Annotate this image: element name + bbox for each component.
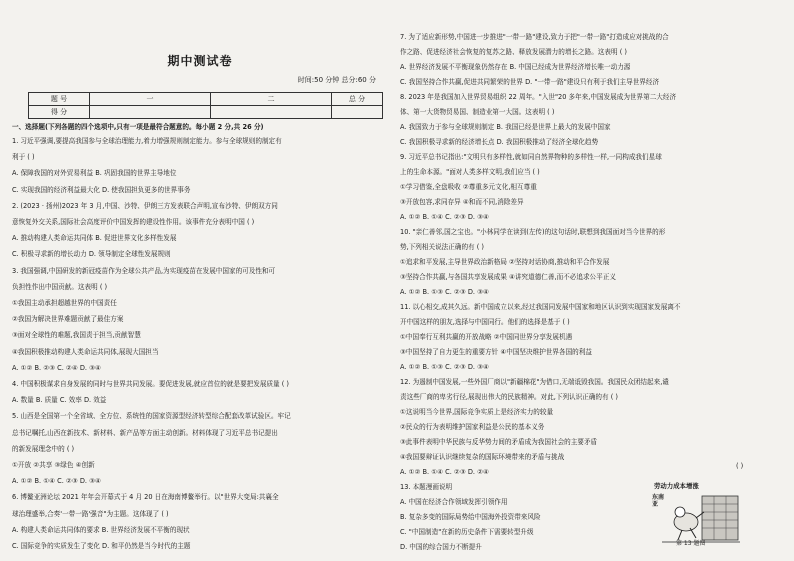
question-line: A. 构建人类命运共同体的要求 B. 世界经济发展不平衡的现状 (12, 525, 190, 534)
time-info: 时间:50 分钟 总分:60 分 (297, 76, 376, 84)
question-line: 作之路、促进经济社会恢复的复苏之路、释放发展潜力的增长之路。这表明 ( ) (400, 48, 627, 56)
question-line: 3. 我国强调,中国研发的新冠疫苗作为全球公共产品,为实现疫苗在发展中国家的可及性和可 (12, 266, 276, 275)
score-cell: 二 (211, 93, 332, 106)
question-line: ②我国为解决世界难题贡献了最佳方案 (12, 315, 124, 324)
question-line: A. ①② B. ①③ C. ②③ D. ③④ (400, 288, 489, 296)
question-line: 8. 2023 年是我国加入世界贸易组织 22 周年。"入世"20 多年来,中国发展成为世界第二大经济 (400, 93, 677, 101)
question-line: 总书记嘱托,山西在新技术、新材料、新产品等方面主动创新。材料体现了习近平总书记提出 (12, 428, 278, 437)
question-line: A. 保障我国的对外贸易利益 B. 巩固我国的世界主导地位 (12, 169, 177, 178)
question-line: 11. 以心相交,成其久远。新中国成立以来,经过我国同发展中国家和地区认识到实现国家发展离不 (400, 303, 681, 311)
question-line: 12. 为遏制中国发展,一些外国厂商以"新疆棉花"为借口,无端诋毁我国。我国民众团结起来,谴 (400, 378, 669, 386)
page-title: 期中测试卷 (167, 54, 233, 68)
score-value-row (29, 106, 383, 119)
question-line: A. ①② B. ①④ C. ②③ D. ③④ (12, 477, 101, 486)
question-line: C. 我国积极寻求新的经济增长点 D. 我国积极推动了经济全球化趋势 (400, 138, 599, 146)
question-line: 责这些厂商的卑劣行径,展现出伟大的民族精神。对此,下列认识正确的有 ( ) (400, 393, 618, 401)
question-line: ①学习借鉴,全盘吸收 ②尊重多元文化,相互尊重 (400, 183, 537, 191)
score-cell: 得 分 (29, 106, 90, 119)
question-line: A. 世界经济发展不平衡现象仍然存在 B. 中国已经成为世界经济增长唯一动力源 (400, 63, 631, 71)
question-line: 势,下列相关说法正确的有 ( ) (400, 243, 484, 251)
question-line: ①追求和平发展,主导世界政治新格局 ②坚持对话协商,推动和平合作发展 (400, 258, 610, 266)
question-line: 1. 习近平强调,要提高我国参与全球治理能力,着力增强规则制定能力。参与全球规则的制定有 (12, 137, 282, 145)
section-heading: 一、选择题(下列各题的四个选项中,只有一项是最符合题意的。每小题 2 分,共 26 分) (12, 123, 264, 131)
right-column (400, 0, 780, 561)
score-header-row (29, 93, 383, 106)
question-line: A. ①② B. ①④ C. ②③ D. ③④ (400, 213, 489, 221)
score-cell: 一 (90, 93, 211, 106)
question-line: ③坚持合作共赢,与各国共享发展成果 ④讲究道德仁善,而不必追求公平正义 (400, 273, 616, 281)
question-line: 球治理盛举,合奏'一带一路'强音"为主题。这体现了 ( ) (12, 509, 169, 518)
question-line: ①这说明当今世界,国际竞争实质上是经济实力的较量 (400, 408, 554, 416)
question-line: ③面对全球性的难题,我国责于担当,贡献智慧 (12, 331, 141, 340)
score-cell: 总 分 (332, 93, 383, 106)
question-line: ③中国坚持了自力更生的重要方针 ④中国坚决维护世界各国的利益 (400, 348, 592, 356)
left-column (10, 0, 390, 561)
cartoon-caption: 第 13 题图 (676, 540, 706, 547)
question-line: 9. 习近平总书记指出:"文明只有多样性,就如同自然界物种的多样性一样,一同构成我们星球 (400, 153, 662, 161)
question-line: 13. 本题漫画说明 (400, 483, 453, 491)
question-line: ③此事件表明中华民族与反华势力间的矛盾成为我国社会的主要矛盾 (400, 438, 598, 446)
question-line: C. 实现我国的经济利益最大化 D. 使我国担负更多的世界事务 (12, 185, 191, 194)
question-line: 4. 中国积极谋求自身发展的同时与世界共同发展。要促进发展,就应首位的就是要把发展质量 ( ) (12, 380, 289, 388)
question-line: 2. (2023 · 扬州)2023 年 3 月,中国、沙特、伊朗三方发表联合声明,宣布沙特、伊朗双方同 (12, 201, 278, 210)
question-line: 的新发展理念中的 ( ) (12, 444, 75, 453)
question-line: A. 中国在经济合作领域发挥引领作用 (400, 498, 508, 506)
question-line: C. 积极寻求新的增长动力 D. 领导制定全球性发展规则 (12, 250, 171, 259)
question-line: C. 国际竞争的实质发生了变化 D. 和平仍然是当今时代的主题 (12, 542, 191, 550)
question-line: 10. "亲仁善邻,国之宝也。"小林同学在读到(左传)的这句话时,联想到我国面对当今世界的形 (400, 228, 666, 236)
score-input-cell[interactable] (211, 106, 332, 119)
score-input-cell[interactable] (332, 106, 383, 119)
score-input-cell[interactable] (90, 106, 211, 119)
question-line: D. 中国的综合国力不断提升 (400, 543, 482, 551)
question-line: ①开放 ②共享 ③绿色 ④创新 (12, 461, 95, 469)
question-line: C. "中国制造"在新的历史条件下需要转型升级 (400, 528, 534, 536)
question-line: 上的生命本源。"面对人类多样文明,我们应当 ( ) (400, 168, 540, 176)
question-line: ②民众的行为表明维护国家利益是公民的基本义务 (400, 423, 545, 431)
question-line: ④我国要辩证认识继续复杂的国际环境带来的矛盾与挑战 (400, 453, 565, 461)
score-table (28, 92, 383, 119)
question-line: 开中国这样的朋友,选择与中国同行。他们的选择是基于 ( ) (400, 318, 570, 326)
question-line: 7. 为了适应新形势,中国进一步推进"一带一路"建设,致力于把"一带一路"打造成应对挑战的合 (400, 33, 669, 41)
question-line: 意恢复外交关系,国际社会高度评价中国发挥的建设性作用。该事件充分表明中国 ( ) (12, 218, 255, 226)
question-line: 利于 ( ) (12, 153, 35, 162)
question-line: A. ①② B. ②③ C. ②④ D. ③④ (12, 363, 101, 372)
cartoon-side-label: 东南亚 (652, 494, 665, 508)
question-line: A. 数量 B. 质量 C. 效率 D. 效益 (12, 396, 107, 405)
question-line: 负担性作出中国贡献。这表明 ( ) (12, 282, 108, 291)
question-line: A. 推动构建人类命运共同体 B. 促进世界文化多样性发展 (12, 234, 177, 243)
q13-answer-paren[interactable]: ( ) (736, 462, 744, 470)
question-line: A. 我国致力于参与全球规则制定 B. 我国已经是世界上最大的发展中国家 (400, 123, 611, 131)
question-line: A. ①② B. ①④ C. ②③ D. ②④ (400, 468, 489, 476)
question-line: C. 我国坚持合作共赢,促进共同繁荣的世界 D. "一带一路"建设只有利于我们主导世界经济 (400, 78, 660, 86)
cartoon-top-label: 劳动力成本增涨 (654, 482, 699, 490)
question-line: B. 复杂多变的国际局势给中国海外投资带来风险 (400, 513, 541, 521)
question-line: ④我国积极推动构建人类命运共同体,展现大国担当 (12, 347, 159, 356)
question-line: 体、第一大货物贸易国、制造业第一大国。这表明 ( ) (400, 108, 555, 116)
question-line: ③开放包容,求同存异 ④和而不同,消除差异 (400, 198, 524, 206)
question-line: ①我国主动承担超越世界的中国责任 (12, 299, 117, 307)
question-line: ①中国奉行互利共赢的开放战略 ②中国同世界分享发展机遇 (400, 333, 573, 341)
question-line: 6. 博鳌亚洲论坛 2021 年年会开幕式于 4 月 20 日在海南博鳌举行。以"世界大变局:共襄全 (12, 493, 279, 502)
score-cell: 题 号 (29, 93, 90, 106)
question-line: A. ①② B. ①③ C. ②③ D. ③④ (400, 363, 489, 371)
question-line: 5. 山西是全国第一个全省域、全方位、系统性的国家资源型经济转型综合配套改革试验区。牢记 (12, 412, 291, 421)
